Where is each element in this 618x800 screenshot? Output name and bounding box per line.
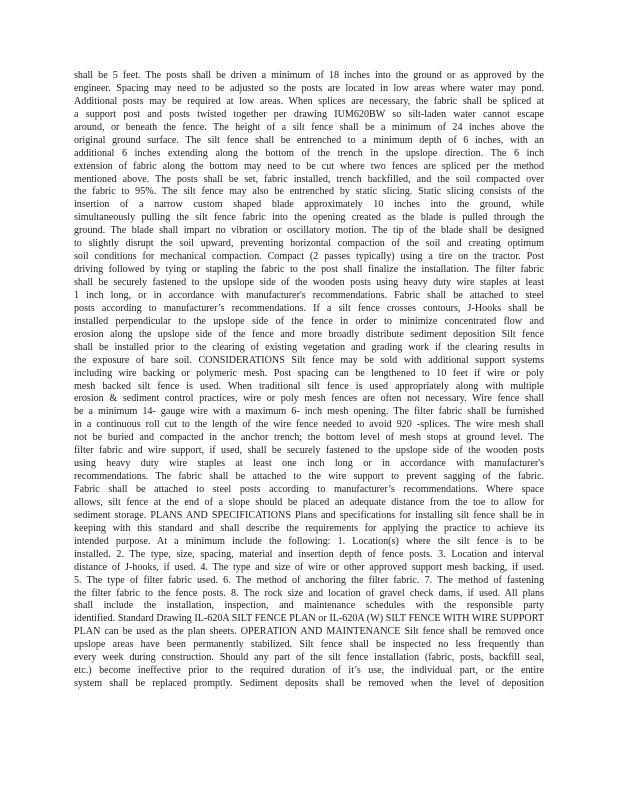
- text-line: engineer. Spacing may need to be adjusted so the posts are located in low areas where water may pond.: [74, 82, 544, 94]
- text-line: using heavy duty wire staples at least one inch long or in accordance with manufacturer's: [74, 458, 544, 470]
- text-line: shall be installed prior to the clearing of existing vegetation and grading work if the clearing results in: [74, 341, 544, 353]
- body-text: [74, 70, 544, 704]
- text-line: mentioned above. The posts shall be set, fabric installed, trench backfilled, and the soil compacted over: [74, 173, 544, 185]
- text-line: additional 6 inches extending along the bottom of the trench in the upslope direction. The 6 inch: [74, 147, 544, 159]
- text-line: 5. The type of filter fabric used. 6. The method of anchoring the filter fabric. 7. The method of fastening: [74, 574, 544, 586]
- text-line: keeping with this standard and shall describe the requirements for applying the practice to achieve its: [74, 522, 544, 534]
- text-line: mesh backed silt fence is used. When traditional silt fence is used appropriately along with multiple: [74, 380, 544, 392]
- text-line: every week during construction. Should any part of the silt fence installation (fabric, posts, backfill seal,: [74, 652, 544, 664]
- text-line: installed. 2. The type, size, spacing, material and insertion depth of fence posts. 3. Location and interval: [74, 548, 544, 560]
- text-line: recommendations. The fabric shall be attached to the wire support to prevent sagging of the fabric.: [74, 471, 544, 483]
- text-line: PLAN can be used as the plan sheets. OPERATION AND MAINTENANCE Silt fence shall be removed once: [74, 626, 544, 638]
- text-line: [74, 691, 544, 704]
- text-line: upslope areas have been permanently stabilized. Silt fence shall be inspected no less frequently than: [74, 639, 544, 651]
- text-line: original ground surface. The silt fence shall be entrenched to a minimum depth of 6 inches, with an: [74, 134, 544, 146]
- text-line: be a minimum 14- gauge wire with a maximum 6- inch mesh opening. The filter fabric shall be furnished: [74, 406, 544, 418]
- text-line: around, or beneath the fence. The height of a silt fence shall be a minimum of 24 inches above the: [74, 121, 544, 133]
- text-line: soil conditions for mechanical compaction. Compact (2 passes typically) using a tire on the tractor. Post: [74, 251, 544, 263]
- text-line: identified. Standard Drawing IL-620A SILT FENCE PLAN or IL-620A (W) SILT FENCE WITH WIRE SUPPORT: [74, 613, 544, 625]
- text-line: not be buried and compacted in the anchor trench; the bottom level of mesh stops at ground level. The: [74, 432, 544, 444]
- text-line: the fabric to 95%. The silt fence may also be entrenched by static slicing. Static slicing consists of the: [74, 186, 544, 198]
- text-line: shall be 5 feet. The posts shall be driven a minimum of 18 inches into the ground or as approved by the: [74, 70, 544, 81]
- text-line: including wire backing or polymeric mesh. Post spacing can be lengthened to 10 feet if wire or poly: [74, 367, 544, 379]
- text-line: erosion along the upslope side of the fence and more broadly distribute sediment deposition Silt fence: [74, 328, 544, 340]
- text-line: Fabric shall be attached to steel posts according to manufacturer’s recommendations. Where space: [74, 484, 544, 495]
- text-line: extension of fabric along the bottom may need to be cut where two fences are spliced per the method: [74, 160, 544, 172]
- text-line: allows, silt fence at the end of a slope should be placed an adequate distance from the toe to allow for: [74, 496, 544, 508]
- text-line: installed perpendicular to the upslope side of the fence in order to minimize concentrated flow and: [74, 315, 544, 327]
- text-line: erosion & sediment control practices, wire or poly mesh fences are often not necessary. Wire fence shall: [74, 393, 544, 405]
- text-line: filter fabric and wire support, if used, shall be securely fastened to the upslope side of the wooden posts: [74, 445, 544, 457]
- text-line: the filter fabric to the fence posts. 8. The rock size and location of gravel check dams, if used. All plans: [74, 587, 544, 599]
- text-line: posts according to manufacturer’s recommendations. If a silt fence crosses contours, J-Hooks shall be: [74, 302, 544, 314]
- text-line: shall include the installation, inspection, and maintenance schedules with the responsible party: [74, 600, 544, 612]
- text-line: simultaneously pulling the silt fence fabric into the opening created as the blade is pulled through the: [74, 212, 544, 224]
- text-line: intended purpose. At a minimum include the following: 1. Location(s) where the silt fence is to be: [74, 535, 544, 547]
- text-line: the exposure of bare soil. CONSIDERATIONS Silt fence may be sold with additional support systems: [74, 354, 544, 366]
- text-line: Additional posts may be required at low areas. When splices are necessary, the fabric shall be spliced at: [74, 95, 544, 107]
- text-line: driving followed by tying or stapling the fabric to the post shall finalize the installation. The filter fabric: [74, 264, 544, 276]
- text-line: 1 inch long, or in accordance with manufacturer's recommendations. Fabric shall be attached to steel: [74, 289, 544, 301]
- text-line: distance of J-hooks, if used. 4. The type and size of wire or other approved support mesh backing, if used.: [74, 561, 544, 573]
- text-line: sediment storage. PLANS AND SPECIFICATIONS Plans and specifications for installing silt fence shall be in: [74, 509, 544, 521]
- text-line: insertion of a narrow custom shaped blade approximately 10 inches into the ground, while: [74, 199, 544, 211]
- text-line: a support post and posts twisted together per drawing IUM620BW so silt-laden water cannot escape: [74, 108, 544, 120]
- text-line: system shall be replaced promptly. Sediment deposits shall be removed when the level of deposition: [74, 678, 544, 690]
- text-line: shall be securely fastened to the upslope side of the wooden posts using heavy duty wire staples at least: [74, 277, 544, 288]
- text-line: etc.) become ineffective prior to the required duration of it’s use, the individual part, or the entire: [74, 665, 544, 677]
- text-line: in a continuous roll cut to the length of the wire fence needed to avoid 920 -splices. The wire mesh shall: [74, 419, 544, 431]
- text-line: ground. The blade shall impart no vibration or oscillatory motion. The tip of the blade shall be designed: [74, 225, 544, 237]
- text-line: to slightly disrupt the soil upward, preventing horizontal compaction of the soil and creating optimum: [74, 238, 544, 250]
